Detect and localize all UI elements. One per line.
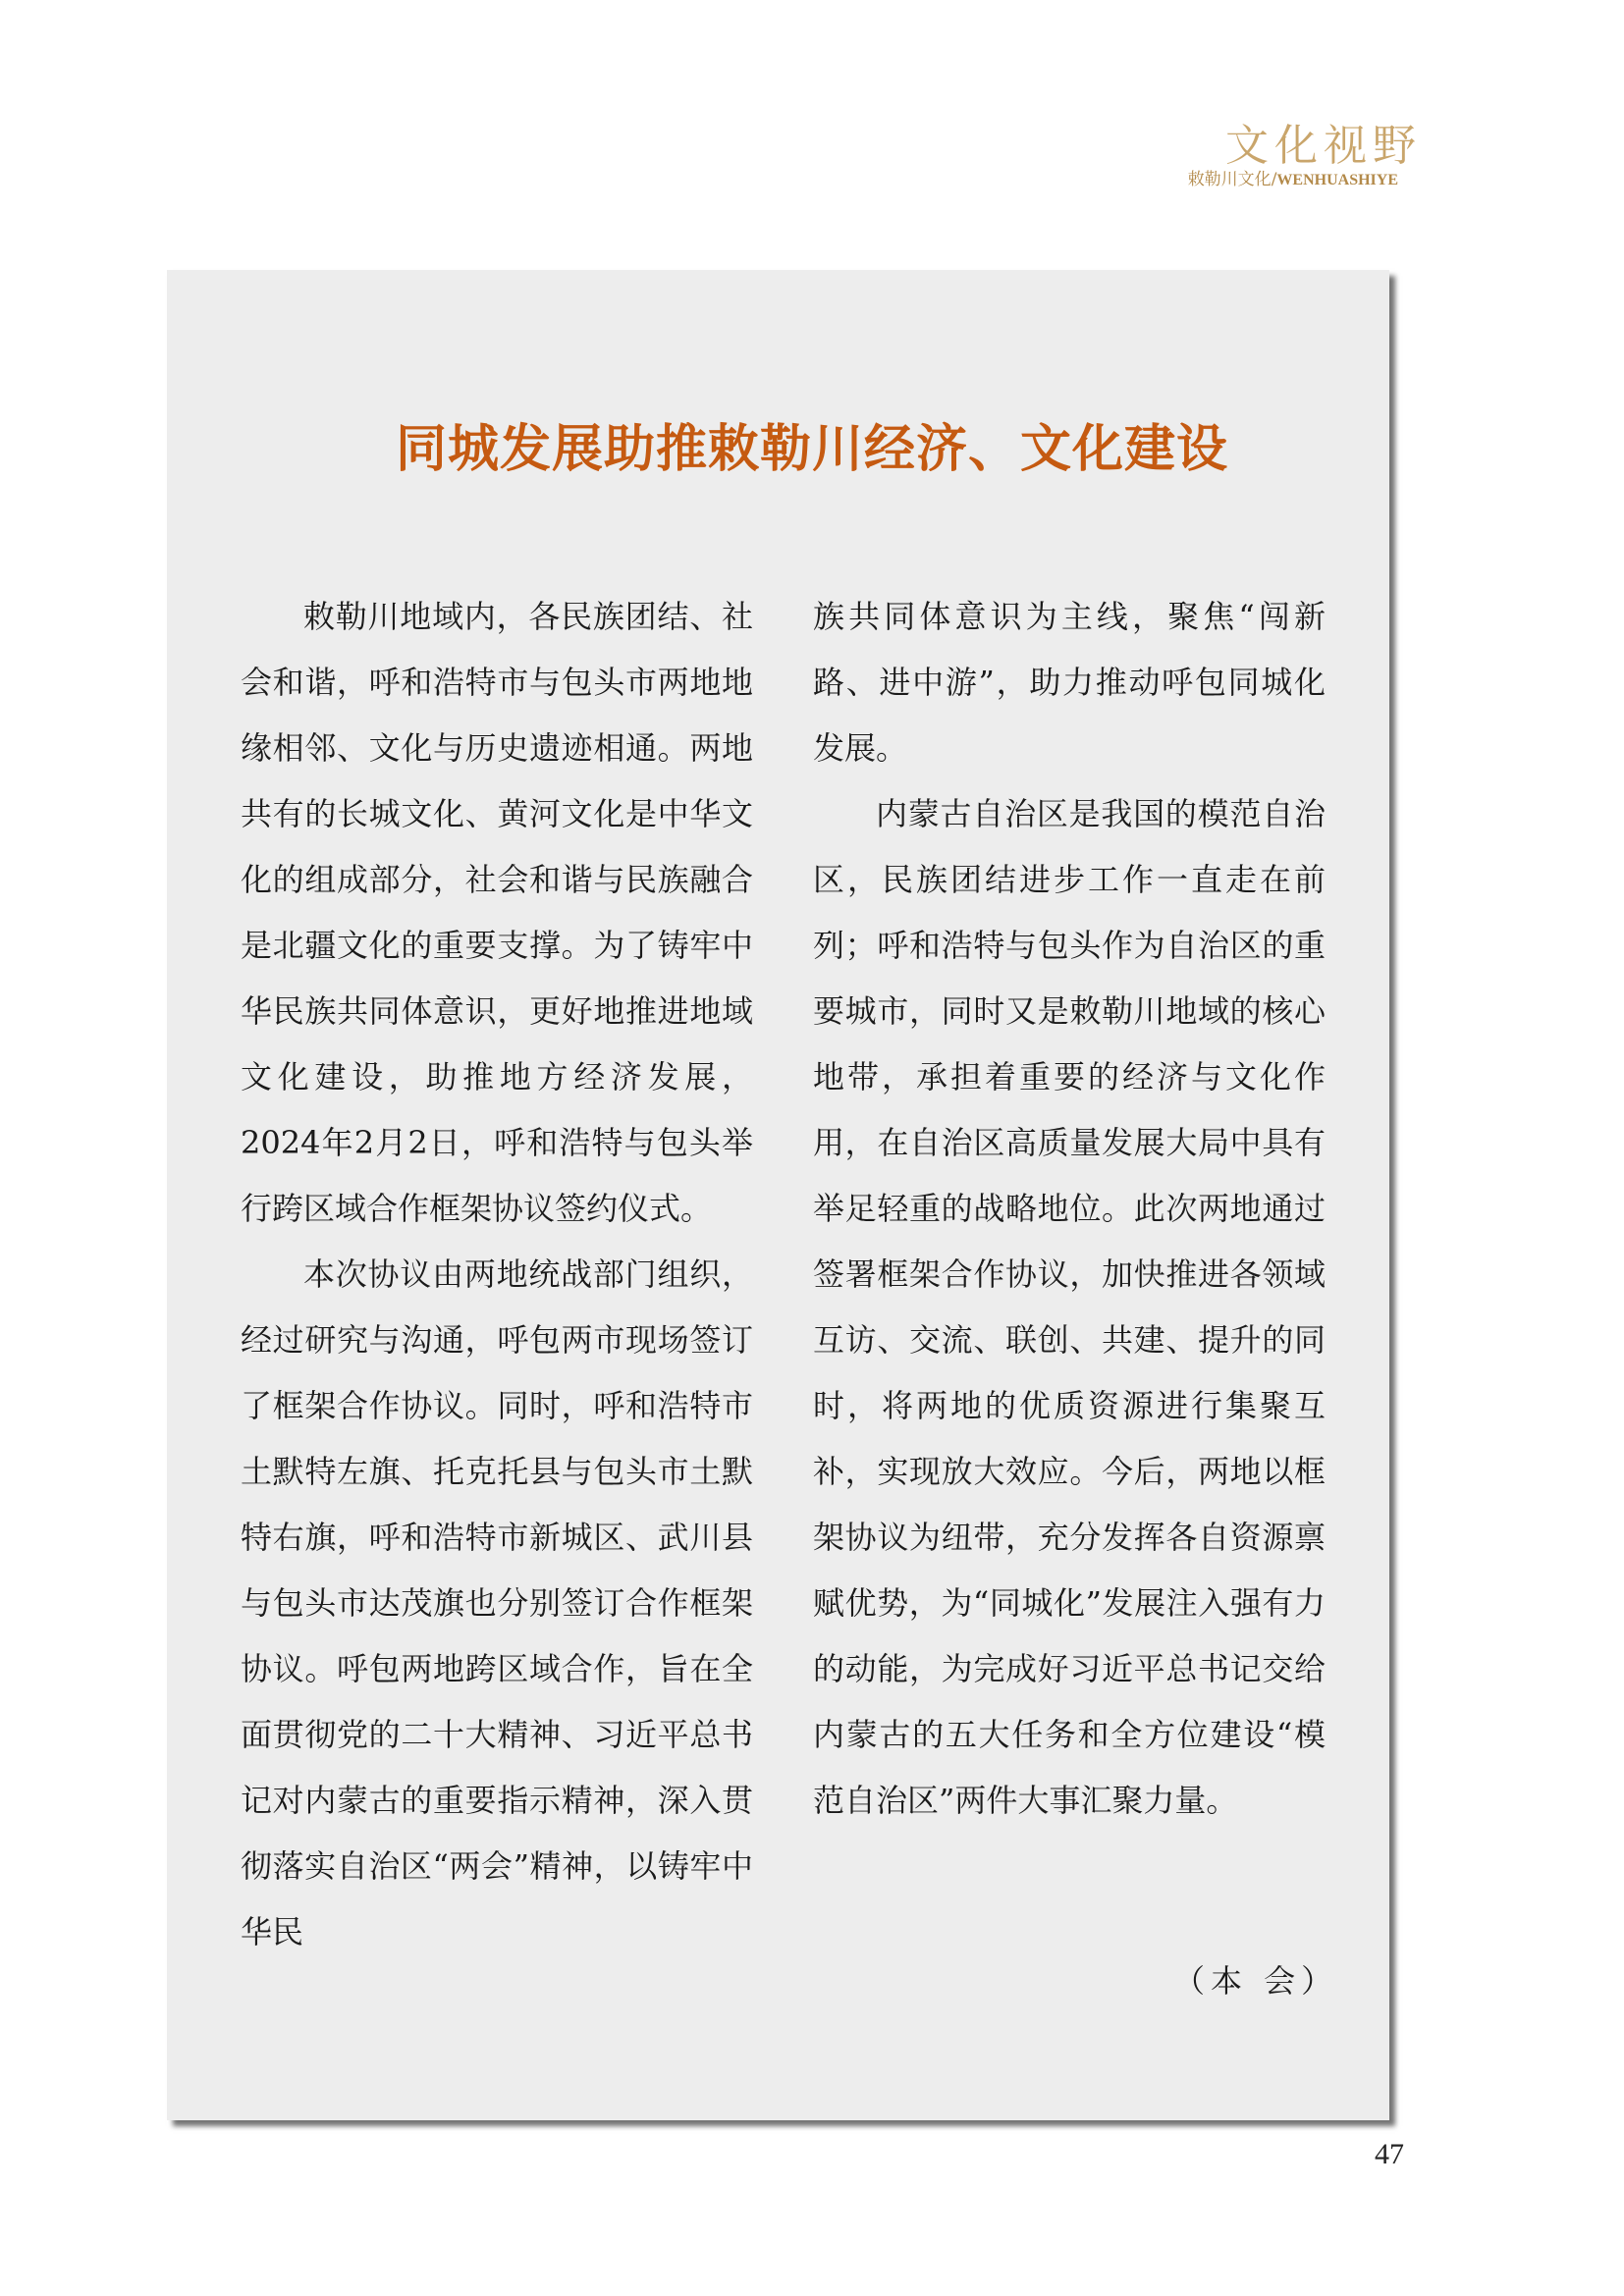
subtitle-en: WENHUASHIYE [1276,172,1398,188]
article-title: 同城发展助推敕勒川经济、文化建设 [395,420,1228,479]
subtitle-sep: / [1271,170,1277,189]
article-column-left [241,584,753,1965]
paragraph-2: 本次协议由两地统战部门组织，经过研究与沟通，呼包两市现场签订了框架合作协议。同时，呼和浩特市土默特左旗、托克托县与包头市土默特右旗，呼和浩特市新城区、武川县与包头市达茂旗也分别签订合作框架协议。呼包两地跨区域合作，旨在全面贯彻党的二十大精神、习近平总书记对内蒙古的重要指示精神，深入贯彻落实自治区“两会”精神，以铸牢中华民 [241,1255,753,1950]
paragraph-2-continuation: 族共同体意识为主线，聚焦“闯新路、进中游”，助力推动呼包同城化发展。 [813,598,1326,767]
subtitle-cn: 敕勒川文化 [1187,170,1272,189]
section-title: 文化视野 [1225,121,1422,171]
paragraph-1: 敕勒川地域内，各民族团结、社会和谐，呼和浩特市与包头市两地地缘相邻、文化与历史遗迹相通。两地共有的长城文化、黄河文化是中华文化的组成部分，社会和谐与民族融合是北疆文化的重要支撑。为了铸牢中华民族共同体意识，更好地推进地域文化建设，助推地方经济发展，2024年2月2日，呼和浩特与包头举行跨区域合作框架协议签约仪式。 [241,598,753,1227]
page-number: 47 [1375,2138,1404,2170]
article-column-right [813,584,1326,1834]
section-subtitle [1188,165,1398,189]
paragraph-3: 内蒙古自治区是我国的模范自治区，民族团结进步工作一直走在前列；呼和浩特与包头作为自治区的重要城市，同时又是敕勒川地域的核心地带，承担着重要的经济与文化作用，在自治区高质量发展大局中具有举足轻重的战略地位。此次两地通过签署框架合作协议，加快推进各领域互访、交流、联创、共建、提升的同时，将两地的优质资源进行集聚互补，实现放大效应。今后，两地以框架协议为纽带，充分发挥各自资源禀赋优势，为“同城化”发展注入强有力的动能，为完成好习近平总书记交给内蒙古的五大任务和全方位建设“模范自治区”两件大事汇聚力量。 [813,795,1326,1819]
author-signature: （本 会） [1173,1962,1339,2000]
